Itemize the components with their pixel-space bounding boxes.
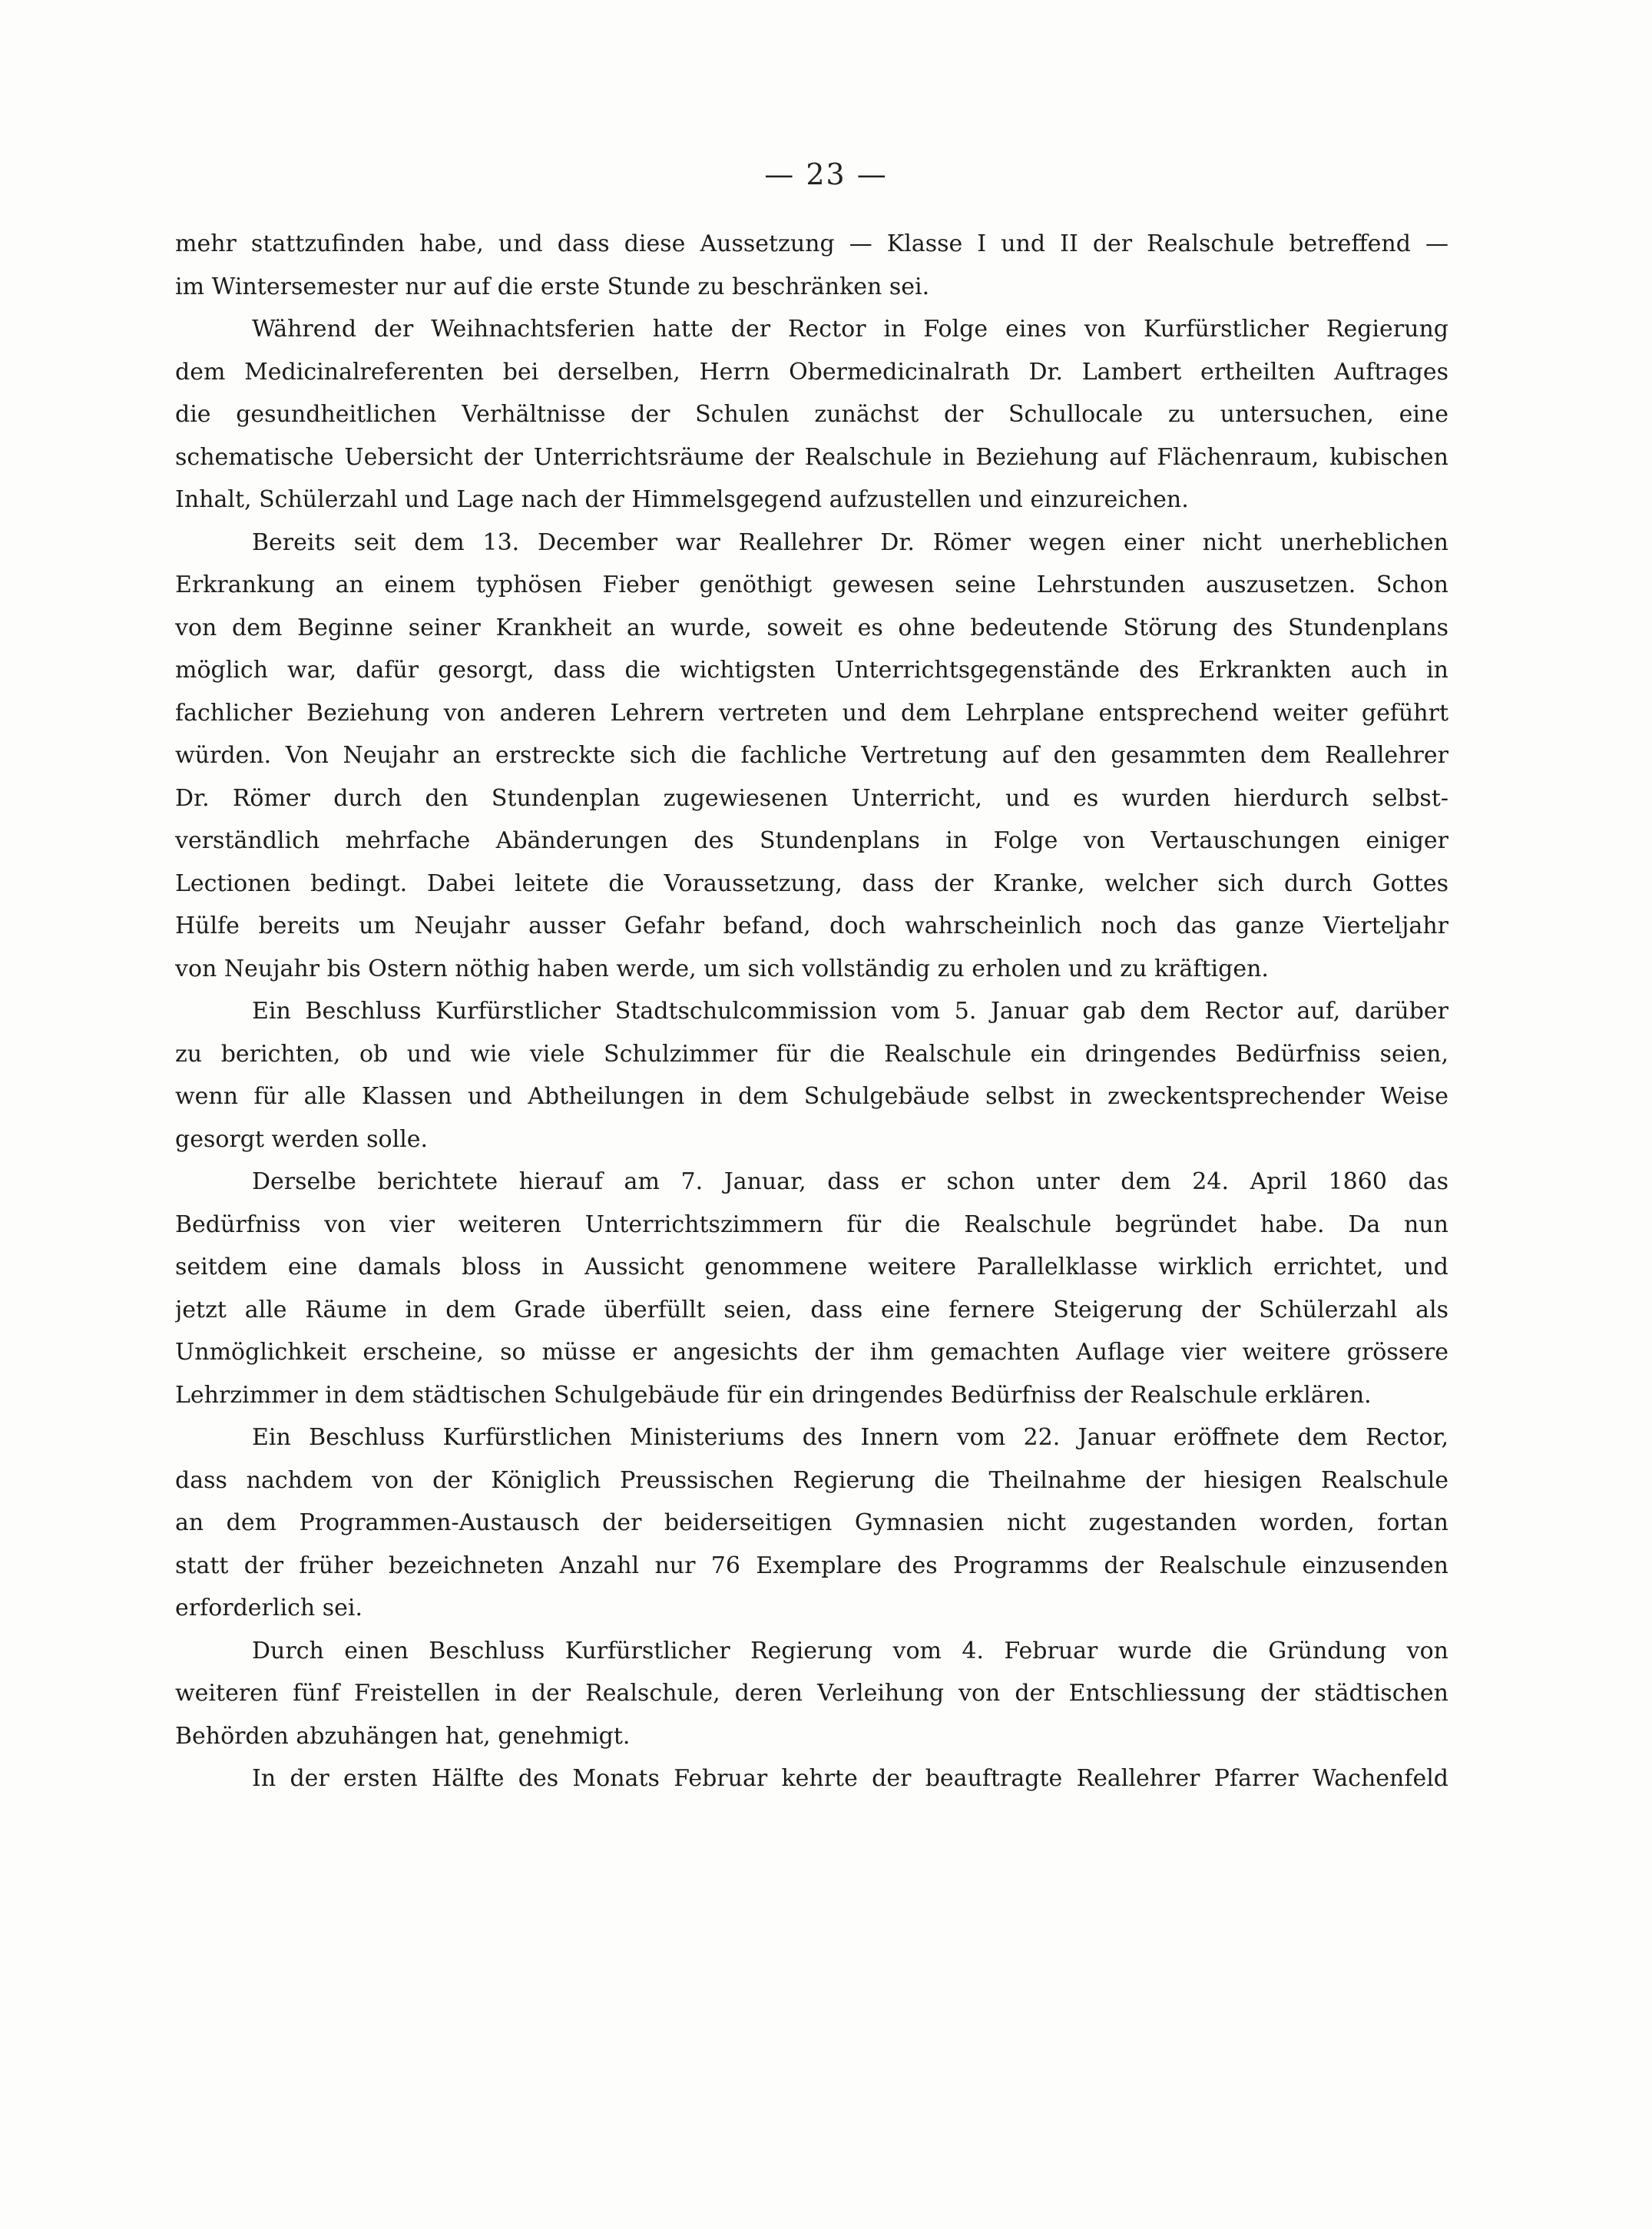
text-line: die gesundheitlichen Verhältnisse der Schulen zunächst der Schullocale zu untersuchen, eine [175,401,1448,428]
text-line: zu berichten, ob und wie viele Schulzimmer für die Realschule ein dringendes Bedürfniss seien, [175,1040,1448,1068]
text-line: Ein Beschluss Kurfürstlicher Stadtschulcommission vom 5. Januar gab dem Rector auf, darüber [252,998,1448,1025]
text-line: In der ersten Hälfte des Monats Februar kehrte der beauftragte Reallehrer Pfarrer Wachenfeld [252,1765,1448,1792]
text-line: Lehrzimmer in dem städtischen Schulgebäude für ein dringendes Bedürfniss der Realschule erklären. [175,1381,1372,1409]
text-line: weiteren fünf Freistellen in der Realschule, deren Verleihung von der Entschliessung der städtischen [175,1680,1448,1707]
text-line: Derselbe berichtete hierauf am 7. Januar, dass er schon unter dem 24. April 1860 das [252,1168,1448,1195]
text-line: Durch einen Beschluss Kurfürstlicher Regierung vom 4. Februar wurde die Gründung von [252,1637,1448,1664]
body-text [175,223,1448,1800]
text-line: von Neujahr bis Ostern nöthig haben werde, um sich vollständig zu erholen und zu kräftigen. [175,955,1269,982]
text-line: Ein Beschluss Kurfürstlichen Ministeriums des Innern vom 22. Januar eröffnete dem Rector, [252,1424,1448,1451]
text-line: Behörden abzuhängen hat, genehmigt. [175,1722,631,1750]
text-line: jetzt alle Räume in dem Grade überfüllt seien, dass eine fernere Steigerung der Schülerzahl als [175,1296,1448,1323]
text-line: Während der Weihnachtsferien hatte der Rector in Folge eines von Kurfürstlicher Regierung [252,316,1448,343]
text-line: statt der früher bezeichneten Anzahl nur 76 Exemplare des Programms der Realschule einzusenden [175,1552,1448,1579]
text-line: Unmöglichkeit erscheine, so müsse er angesichts der ihm gemachten Auflage vier weitere grössere [175,1339,1448,1366]
text-line: erforderlich sei. [175,1595,363,1621]
page-number: — 23 — [764,157,888,191]
text-line: würden. Von Neujahr an erstreckte sich die fachliche Vertretung auf den gesammten dem Reallehrer [175,742,1448,769]
text-line: an dem Programmen-Austausch der beiderseitigen Gymnasien nicht zugestanden worden, fortan [175,1509,1448,1536]
text-line: von dem Beginne seiner Krankheit an wurde, soweit es ohne bedeutende Störung des Stundenplans [175,614,1448,641]
text-line: wenn für alle Klassen und Abtheilungen in dem Schulgebäude selbst in zweckentsprechender Weise [175,1083,1448,1110]
text-line: dem Medicinalreferenten bei derselben, Herrn Obermedicinalrath Dr. Lambert ertheilten Auftrages [175,358,1448,386]
text-line: Dr. Römer durch den Stundenplan zugewiesenen Unterricht, und es wurden hierdurch selbst- [175,784,1448,812]
text-line: verständlich mehrfache Abänderungen des Stundenplans in Folge von Vertauschungen einiger [175,827,1448,854]
text-line: mehr stattzufinden habe, und dass diese Aussetzung — Klasse I und II der Realschule betreffend — [175,230,1448,257]
text-line: seitdem eine damals bloss in Aussicht genommene weitere Parallelklasse wirklich errichtet, und [175,1254,1448,1280]
text-line: Hülfe bereits um Neujahr ausser Gefahr befand, doch wahrscheinlich noch das ganze Vierteljahr [175,912,1448,939]
text-line: fachlicher Beziehung von anderen Lehrern vertreten und dem Lehrplane entsprechend weiter geführt [175,699,1448,727]
text-line: Bereits seit dem 13. December war Reallehrer Dr. Römer wegen einer nicht unerheblichen [252,528,1448,556]
text-line: Erkrankung an einem typhösen Fieber genöthigt gewesen seine Lehrstunden auszusetzen. Schon [175,571,1448,598]
text-line: gesorgt werden solle. [175,1125,429,1153]
text-line: im Wintersemester nur auf die erste Stunde zu beschränken sei. [175,273,930,300]
text-line: schematische Uebersicht der Unterrichtsräume der Realschule in Beziehung auf Flächenraum, kubischen [175,443,1448,471]
text-line: möglich war, dafür gesorgt, dass die wichtigsten Unterrichtsgegenstände des Erkrankten auch in [175,657,1448,684]
text-line: Bedürfniss von vier weiteren Unterrichtszimmern für die Realschule begründet habe. Da nun [175,1211,1448,1238]
text-line: Inhalt, Schülerzahl und Lage nach der Himmelsgegend aufzustellen und einzureichen. [175,486,1189,513]
text-line: Lectionen bedingt. Dabei leitete die Voraussetzung, dass der Kranke, welcher sich durch Gottes [175,869,1448,897]
text-line: dass nachdem von der Königlich Preussischen Regierung die Theilnahme der hiesigen Realschule [175,1466,1448,1494]
